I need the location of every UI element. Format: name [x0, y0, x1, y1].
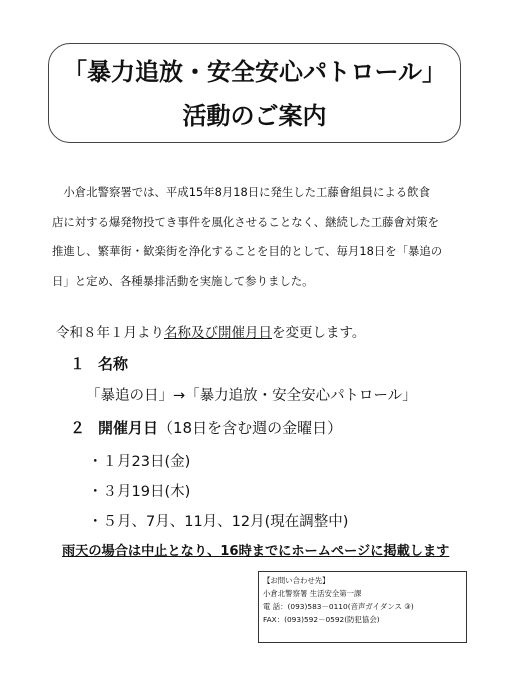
intro-line: 店に対する爆発物投てき事件を風化させることなく、継続した工藤會対策を [52, 214, 440, 229]
section2-note: （18日を含む週の金曜日） [158, 419, 343, 437]
contact-dept: 小倉北警察署 生活安全第一課 [263, 589, 362, 598]
section1-title: 名称 [98, 355, 129, 373]
date-item: ・１月23日(金) [88, 454, 191, 470]
page-title: 「暴力追放・安全安心パトロール」 [62, 58, 447, 86]
contact-box [258, 571, 467, 643]
intro-line: 推進し、繁華街・歓楽街を浄化することを目的として、毎月18日を「暴追の [52, 244, 443, 258]
page-subtitle: 活動のご案内 [182, 102, 327, 130]
title-box [48, 43, 461, 143]
notice-prefix: 令和８年１月より [56, 325, 164, 341]
notice-suffix: を変更します。 [272, 325, 366, 341]
date-item: ・５月、7月、11月、12月(現在調整中) [88, 514, 349, 530]
intro-line: 小倉北警察署では、平成15年8月18日に発生した工藤會組員による飲食 [52, 185, 430, 199]
rain-notice: 雨天の場合は中止となり、16時までにホームページに掲載します [62, 544, 450, 559]
date-item: ・３月19日(木) [88, 484, 191, 500]
notice-underlined: 名称及び開催月日 [164, 325, 272, 341]
section1-content: 「暴追の日」→「暴力追放・安全安心パトロール」 [86, 388, 417, 404]
change-notice [56, 321, 365, 341]
contact-phone: 電 話：(093)583－0110(音声ガイダンス ③) [263, 602, 414, 611]
section2-heading [70, 417, 342, 438]
section1-heading [70, 353, 128, 374]
intro-paragraph [52, 178, 470, 296]
intro-line: 日」と定め、各種暴排活動を実施して参りました。 [52, 273, 314, 288]
section2-number: ２ [70, 419, 86, 437]
contact-fax: FAX：(093)592－0592(防犯協会) [263, 615, 380, 624]
section1-number: １ [70, 355, 86, 373]
section2-title: 開催月日 [98, 419, 159, 437]
contact-header: 【お問い合わせ先】 [263, 576, 330, 585]
